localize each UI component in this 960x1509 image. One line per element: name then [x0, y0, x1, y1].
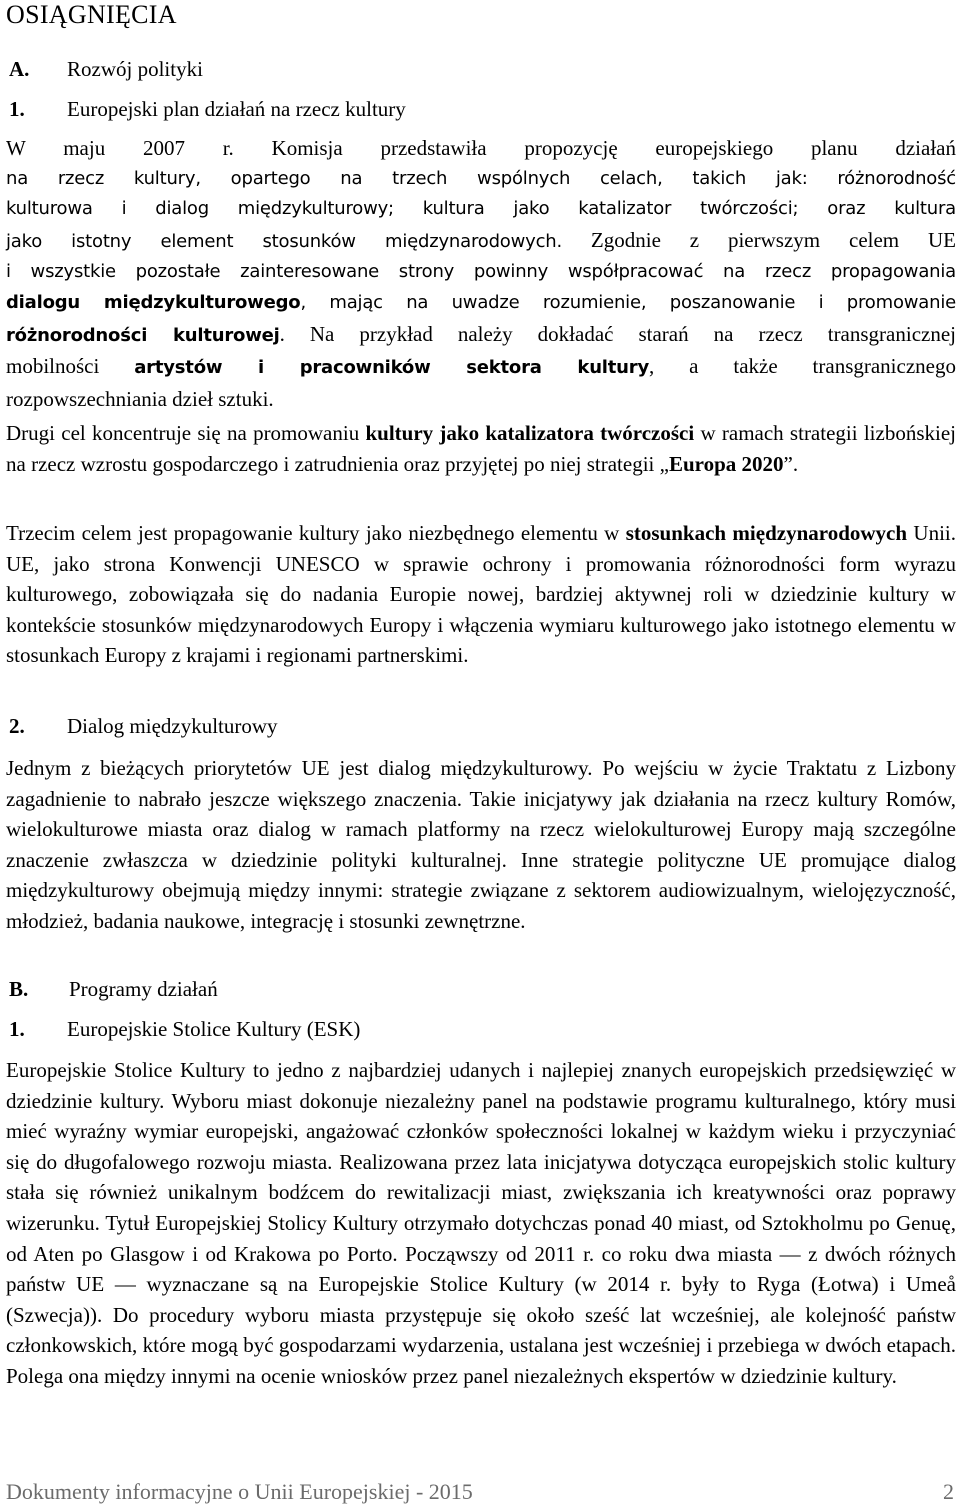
subsection-3-number: 1.: [9, 1017, 25, 1041]
paragraph-1-line-4-a: jako istotny element stosunków międzynarodowych.: [6, 230, 563, 252]
page-footer: [6, 1478, 954, 1506]
paragraph-1-line-5: i wszystkie pozostałe zainteresowane strony powinny współpracować na rzecz propagowania: [6, 261, 956, 283]
section-a-heading: [9, 56, 203, 82]
paragraph-2-bold-b: kultury jako katalizatora twórczości: [365, 421, 695, 445]
subsection-2-label: Dialog międzykulturowy: [67, 714, 278, 738]
paragraph-1-line-8-bold: artystów i pracowników sektora kultury: [134, 357, 650, 379]
paragraph-1-line-2: na rzecz kultury, opartego na trzech wspólnych celach, takich jak: różnorodność: [6, 167, 956, 189]
paragraph-2-text-a: Drugi cel koncentruje się na promowaniu: [6, 421, 366, 445]
subsection-1-heading: [9, 96, 406, 122]
paragraph-2-text-c: w ramach strategii lizbońskiej na rzecz wzrostu gospodarczego i zatrudnienia oraz przyjętej po niej strategii „: [6, 421, 956, 476]
page-number: 2: [943, 1479, 954, 1504]
paragraph-1-line-6: [6, 288, 956, 319]
paragraph-1-line-4-b: Zgodnie z pierwszym celem UE: [590, 227, 956, 252]
paragraph-1-line-7-rest: . Na przykład należy dokładać starań na rzecz transgranicznej: [279, 321, 956, 346]
paragraph-1-line-6-rest: , mając na uwadze rozumienie, poszanowanie i promowanie: [300, 291, 957, 313]
subsection-3-heading: [9, 1016, 360, 1042]
section-a-label: Rozwój polityki: [67, 57, 203, 81]
paragraph-2-text-e: ”.: [783, 451, 799, 476]
paragraph-3-text-c: Unii. UE, jako strona Konwencji UNESCO w sprawie ochrony i promowania różnorodności form wyrazu kulturowego, zobowiązała się do nadania Europie nowej, bardziej aktywnej roli w dziedzinie kultury w kontekście stosunków międzynarodowych Europy i włączenia wymiaru kulturowego jako istotnego elementu w stosunkach Europy z krajami i regionami partnerskimi.: [6, 521, 956, 668]
paragraph-1: [6, 133, 956, 414]
paragraph-3: [6, 518, 956, 671]
section-b-heading: [9, 976, 218, 1002]
paragraph-1-line-8: [6, 351, 956, 384]
paragraph-1-line-6-bold: dialogu międzykulturowego: [6, 291, 301, 313]
paragraph-3-bold-b: stosunkach międzynarodowych: [625, 521, 908, 545]
section-b-letter: B.: [9, 977, 29, 1001]
paragraph-1-line-4: [6, 225, 956, 258]
paragraph-1-line-8-a: mobilności: [6, 354, 100, 379]
paragraph-3-text-a: Trzecim celem jest propagowanie kultury jako niezbędnego elementu w: [6, 521, 626, 545]
paragraph-4: Jednym z bieżących priorytetów UE jest dialog międzykulturowy. Po wejściu w życie Traktatu z Lizbony zagadnienie to nabrało jeszcze większego znaczenia. Takie inicjatywy jak działania na rzecz kultury Romów, wielokulturowe miasta oraz dialog w ramach platformy na rzecz wielokulturowej Europy mają szczególne znaczenie zwłaszcza w dziedzinie polityki kulturalnej. Inne strategie polityczne UE promujące dialog międzykulturowy obejmują między innymi: strategie związane z sektorem audiowizualnym, wielojęzyczność, młodzież, badania naukowe, integrację i stosunki zewnętrzne.: [6, 756, 956, 933]
footer-text: Dokumenty informacyjne o Unii Europejskiej - 2015: [6, 1479, 473, 1504]
page-title: OSIĄGNIĘCIA: [6, 0, 177, 29]
paragraph-1-line-9: rozpowszechniania dzieł sztuki.: [6, 386, 274, 411]
section-b-label: Programy działań: [69, 977, 218, 1001]
paragraph-1-line-7: [6, 319, 956, 352]
subsection-1-number: 1.: [9, 97, 25, 121]
paragraph-1-line-1: W maju 2007 r. Komisja przedstawiła propozycję europejskiego planu działań: [6, 136, 956, 160]
subsection-3-label: Europejskie Stolice Kultury (ESK): [67, 1017, 361, 1041]
subsection-2-heading: [9, 713, 278, 739]
paragraph-1-line-3: kulturowa i dialog międzykulturowy; kultura jako katalizator twórczości; oraz kultura: [6, 198, 956, 220]
paragraph-2-bold-d: Europa 2020: [668, 451, 784, 476]
paragraph-5: Europejskie Stolice Kultury to jedno z najbardziej udanych i najlepiej znanych europejskich przedsięwzięć w dziedzinie kultury. Wyboru miast dokonuje niezależny panel na podstawie programu kulturalnego, który musi mieć wyraźny wymiar europejski, angażować członków społeczności lokalnej w każdym wieku i przyczyniać się do długofalowego rozwoju miasta. Realizowana przez lata inicjatywa dotycząca europejskich stolic kultury stała się również unikalnym bodźcem do rewitalizacji miast, zwiększania ich kreatywności oraz poprawy wizerunku. Tytuł Europejskiej Stolicy Kultury otrzymało dotychczas ponad 40 miast, od Sztokholmu po Genuę, od Aten po Glasgow i od Krakowa po Porto. Począwszy od 2011 r. co roku dwa miasta — z dwóch różnych państw UE — wyznaczane są na Europejskie Stolice Kultury (w 2014 r. były to Ryga (Łotwa) i Umeå (Szwecja)). Do procedury wyboru miasta przystępuje się około sześć lat wcześniej, ale kolejność państw członkowskich, które mogą być gospodarzami wydarzenia, ustalana jest wcześniej i przebiega w dwóch etapach. Polega ona między innymi na ocenie wniosków przez panel niezależnych ekspertów w dziedzinie kultury.: [6, 1058, 956, 1388]
section-a-letter: A.: [9, 57, 30, 81]
paragraph-1-line-8-c: , a także transgranicznego: [649, 354, 956, 379]
paragraph-2: [6, 418, 956, 479]
subsection-2-number: 2.: [9, 714, 25, 738]
subsection-1-label: Europejski plan działań na rzecz kultury: [67, 97, 406, 121]
paragraph-1-line-7-bold: różnorodności kulturowej: [6, 324, 280, 346]
